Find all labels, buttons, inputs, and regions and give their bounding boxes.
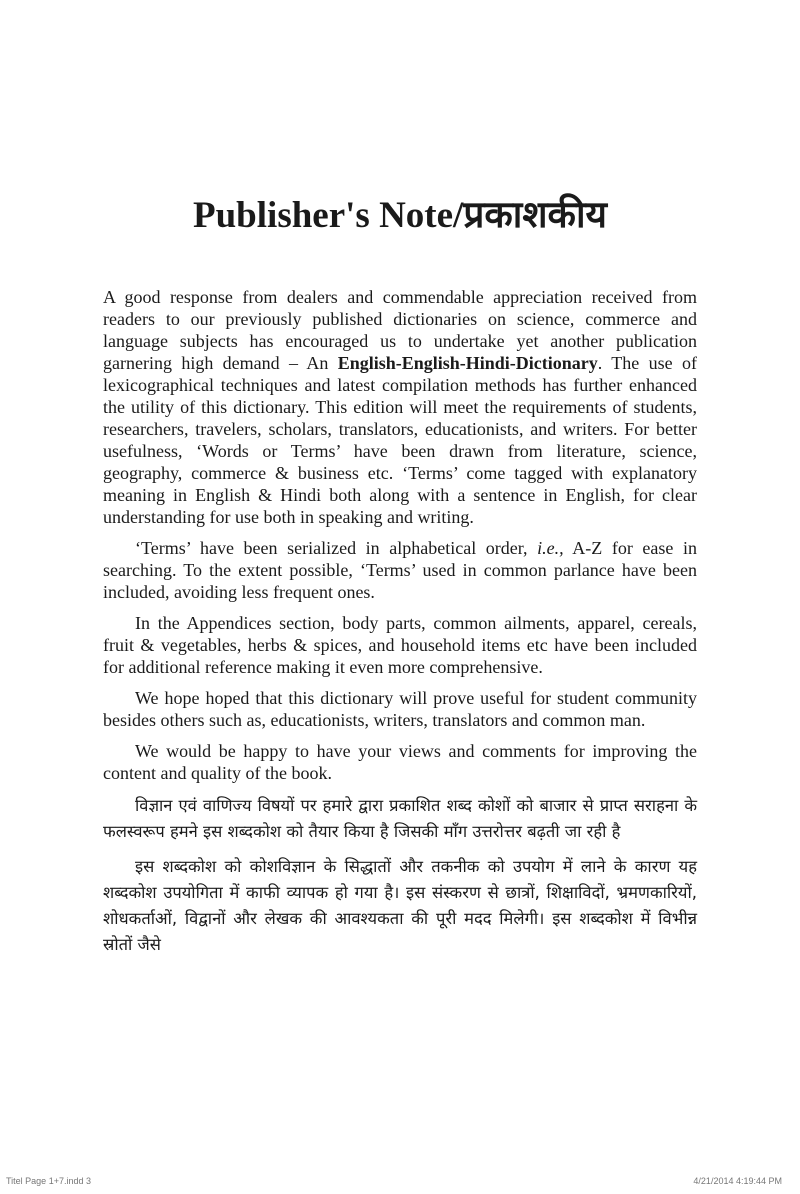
paragraph-2-text-c: A-Z for ease in searching. To the extent possible, ‘Terms’ used in common parlance have been included, avoiding less frequent ones. [103, 538, 697, 602]
note-body [103, 286, 697, 967]
footer-file-label: Titel Page 1+7.indd 3 [6, 1176, 91, 1186]
paragraph-2 [103, 537, 697, 603]
title-english: Publisher's Note/ [193, 195, 464, 236]
paragraph-2-text-a: ‘Terms’ have been serialized in alphabetical order, [135, 538, 538, 558]
title-hindi: प्रकाशकीय [463, 195, 607, 236]
paragraph-hindi-2: इस शब्दकोश को कोशविज्ञान के सिद्धातों और तकनीक को उपयोग में लाने के कारण यह शब्दकोश उपयोगिता में काफी व्यापक हो गया है। इस संस्करण से छात्रों, शिक्षाविदों, भ्रमणकारियों, शोधकर्ताओं, विद्वानों और लेखक की आवश्यकता की पूरी मदद मिलेगी। इस शब्दकोश में विभीन्न स्रोतों जैसे [103, 857, 697, 954]
paragraph-1-text-a: A good response from dealers and commendable appreciation received from readers to our previously published dictionaries on science, commerce and language subjects has encouraged us to undertake yet another publication garnering high demand – An [103, 287, 697, 373]
paragraph-1-text-c: . The use of lexicographical techniques and latest compilation methods has further enhanced the utility of this dictionary. This edition will meet the requirements of students, researchers, travelers, scholars, translators, educationists, and writers. For better usefulness, ‘Words or Terms’ have been drawn from literature, science, geography, commerce & business etc. ‘Terms’ come tagged with explanatory meaning in English & Hindi both along with a sentence in English, for clear understanding for use both in speaking and writing. [103, 353, 697, 527]
paragraph-1 [103, 286, 697, 528]
ie-abbrev: i.e., [537, 538, 564, 558]
paragraph-5: We would be happy to have your views and comments for improving the content and quality of the book. [103, 741, 697, 783]
footer-timestamp: 4/21/2014 4:19:44 PM [693, 1176, 782, 1186]
dictionary-name: English-English-Hindi-Dictionary [337, 353, 598, 373]
paragraph-3: In the Appendices section, body parts, common ailments, apparel, cereals, fruit & vegetables, herbs & spices, and household items etc have been included for additional reference making it even more comprehensive. [103, 613, 697, 677]
page-title [0, 192, 800, 240]
paragraph-4: We hope hoped that this dictionary will prove useful for student community besides others such as, educationists, writers, translators and common man. [103, 688, 697, 730]
paragraph-hindi-1: विज्ञान एवं वाणिज्य विषयों पर हमारे द्वारा प्रकाशित शब्द कोशों को बाजार से प्राप्त सराहना के फलस्वरूप हमने इस शब्दकोश को तैयार किया है जिसकी माँग उत्तरोत्तर बढ़ती जा रही है [103, 796, 697, 841]
